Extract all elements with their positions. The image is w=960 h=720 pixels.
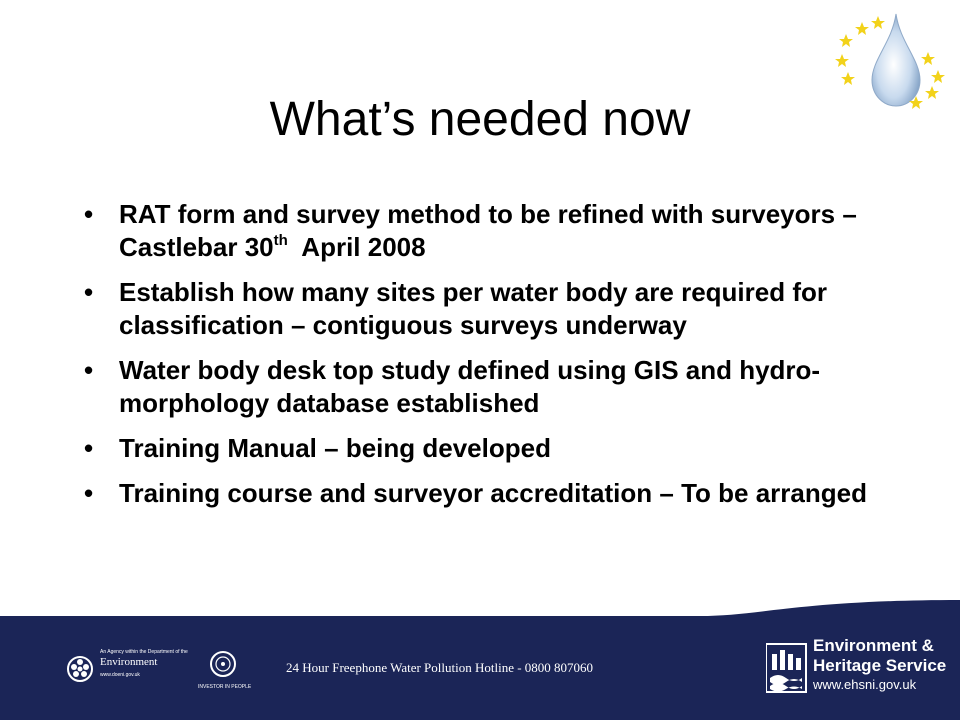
iip-caption: INVESTOR IN PEOPLE bbox=[198, 684, 252, 690]
bullet-text-end: April 2008 bbox=[287, 232, 426, 262]
doe-agency-line: An Agency within the Department of the bbox=[100, 649, 188, 655]
bullet-dot: • bbox=[84, 433, 94, 463]
ehs-url: www.ehsni.gov.uk bbox=[813, 677, 917, 692]
doe-name: Environment bbox=[100, 656, 158, 668]
bullet-text: Establish how many sites per water body are required for classification – contiguous surveys underway bbox=[119, 277, 827, 340]
ehs-line1: Environment & bbox=[813, 636, 934, 655]
bullet-item bbox=[84, 198, 874, 264]
bullet-dot: • bbox=[84, 199, 94, 229]
bullet-dot: • bbox=[84, 277, 94, 307]
ordinal-suffix: th bbox=[273, 232, 288, 249]
slide-title: What’s needed now bbox=[269, 93, 691, 146]
bullet-text: Water body desk top study defined using GIS and hydro-morphology database established bbox=[119, 355, 821, 418]
bullet-text: RAT form and survey method to be refined with surveyors – Castlebar 30 bbox=[119, 199, 857, 262]
bullet-item bbox=[84, 477, 874, 510]
bullet-item bbox=[84, 354, 874, 420]
bullet-text: Training Manual – being developed bbox=[119, 433, 551, 463]
bullet-dot: • bbox=[84, 355, 94, 385]
bullet-list bbox=[84, 198, 874, 522]
hotline-text: 24 Hour Freephone Water Pollution Hotline - 0800 807060 bbox=[286, 660, 594, 675]
ehs-line2: Heritage Service bbox=[813, 656, 947, 675]
bullet-item bbox=[84, 432, 874, 465]
bullet-item bbox=[84, 276, 874, 342]
bullet-text: Training course and surveyor accreditation – To be arranged bbox=[119, 478, 867, 508]
doe-url: www.doeni.gov.uk bbox=[100, 672, 140, 678]
bullet-dot: • bbox=[84, 478, 94, 508]
